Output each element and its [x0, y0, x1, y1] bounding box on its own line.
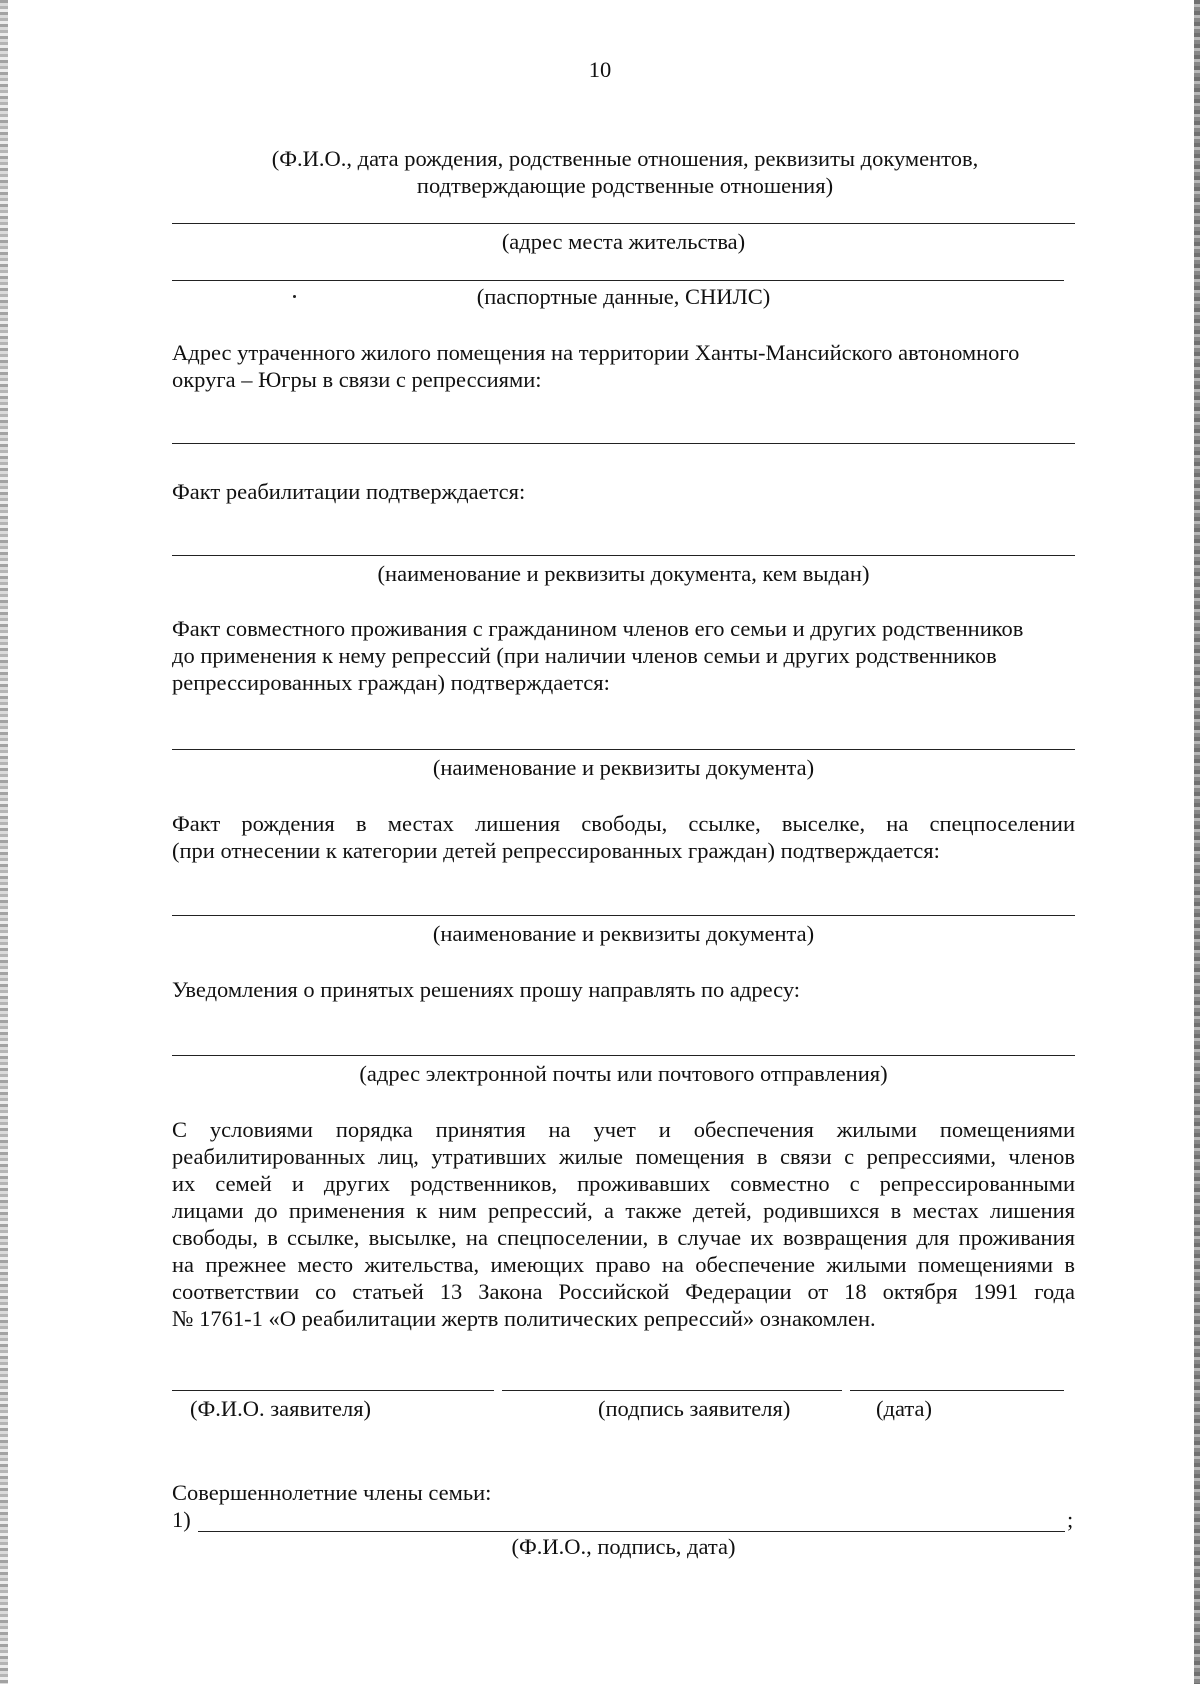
- adult-member-field-line: [198, 1531, 1065, 1532]
- birth-caption: (наименование и реквизиты документа): [432, 921, 815, 946]
- cohabitation-field-line: [172, 749, 1075, 750]
- rehabilitation-label: Факт реабилитации подтверждается:: [172, 479, 526, 504]
- scan-edge-right: [1194, 0, 1200, 1684]
- header-caption-line2: подтверждающие родственные отношения): [416, 173, 834, 198]
- acknowledgement-line3: их семей и других родственников, проживавших совместно с репрессированными: [172, 1171, 1075, 1196]
- scan-edge-left: [0, 0, 8, 1684]
- acknowledgement-line8: № 1761-1 «О реабилитации жертв политических репрессий» ознакомлен.: [172, 1306, 876, 1331]
- birth-field-line: [172, 915, 1075, 916]
- applicant-signature-line: [502, 1390, 842, 1391]
- date-caption: (дата): [876, 1396, 932, 1421]
- header-caption-line1: (Ф.И.О., дата рождения, родственные отношения, реквизиты документов,: [271, 146, 979, 171]
- notifications-field-line: [172, 1055, 1075, 1056]
- rehabilitation-field-line: [172, 555, 1075, 556]
- acknowledgement-line7: соответствии со статьей 13 Закона Российской Федерации от 18 октября 1991 года: [172, 1279, 1075, 1304]
- adult-members-title: Совершеннолетние члены семьи:: [172, 1480, 492, 1505]
- page-number: 10: [588, 57, 612, 82]
- adult-member-end: ;: [1067, 1507, 1074, 1532]
- birth-line2: (при отнесении к категории детей репрессированных граждан) подтверждается:: [172, 838, 940, 863]
- birth-line1: Факт рождения в местах лишения свободы, ссылке, выселке, на спецпоселении: [172, 811, 1075, 836]
- notifications-label: Уведомления о принятых решениях прошу направлять по адресу:: [172, 977, 801, 1002]
- cohabitation-line3: репрессированных граждан) подтверждается:: [172, 670, 610, 695]
- adult-member-number: 1): [172, 1507, 191, 1532]
- lost-housing-line2: округа – Югры в связи с репрессиями:: [172, 367, 542, 392]
- applicant-name-line: [172, 1390, 494, 1391]
- acknowledgement-line6: на прежнее место жительства, имеющих право на обеспечение жилыми помещениями в: [172, 1252, 1075, 1277]
- rehabilitation-caption: (наименование и реквизиты документа, кем выдан): [377, 561, 870, 586]
- acknowledgement-line2: реабилитированных лиц, утративших жилые помещения в связи с репрессиями, членов: [172, 1144, 1075, 1169]
- passport-caption: (паспортные данные, СНИЛС): [476, 284, 771, 309]
- acknowledgement-line1: С условиями порядка принятия на учет и обеспечения жилыми помещениями: [172, 1117, 1075, 1142]
- date-line: [850, 1390, 1064, 1391]
- cohabitation-line2: до применения к нему репрессий (при наличии членов семьи и других родственников: [172, 643, 997, 668]
- lost-housing-line1: Адрес утраченного жилого помещения на территории Ханты-Мансийского автономного: [172, 340, 1020, 365]
- cohabitation-caption: (наименование и реквизиты документа): [432, 755, 815, 780]
- address-field-line: [172, 223, 1075, 224]
- applicant-signature-caption: (подпись заявителя): [598, 1396, 791, 1421]
- address-caption: (адрес места жительства): [501, 229, 746, 254]
- lost-housing-field-line: [172, 443, 1075, 444]
- acknowledgement-line4: лицами до применения к ним репрессий, а также детей, родившихся в местах лишения: [172, 1198, 1075, 1223]
- cohabitation-line1: Факт совместного проживания с гражданином членов его семьи и других родственников: [172, 616, 1024, 641]
- acknowledgement-paragraph: [172, 1116, 1075, 1332]
- adult-member-caption: (Ф.И.О., подпись, дата): [511, 1534, 736, 1559]
- applicant-name-caption: (Ф.И.О. заявителя): [190, 1396, 372, 1421]
- notifications-caption: (адрес электронной почты или почтового отправления): [359, 1061, 888, 1086]
- acknowledgement-line5: свободы, в ссылке, высылке, на спецпоселении, в случае их возвращения для проживания: [172, 1225, 1075, 1250]
- passport-field-line: [172, 280, 1064, 281]
